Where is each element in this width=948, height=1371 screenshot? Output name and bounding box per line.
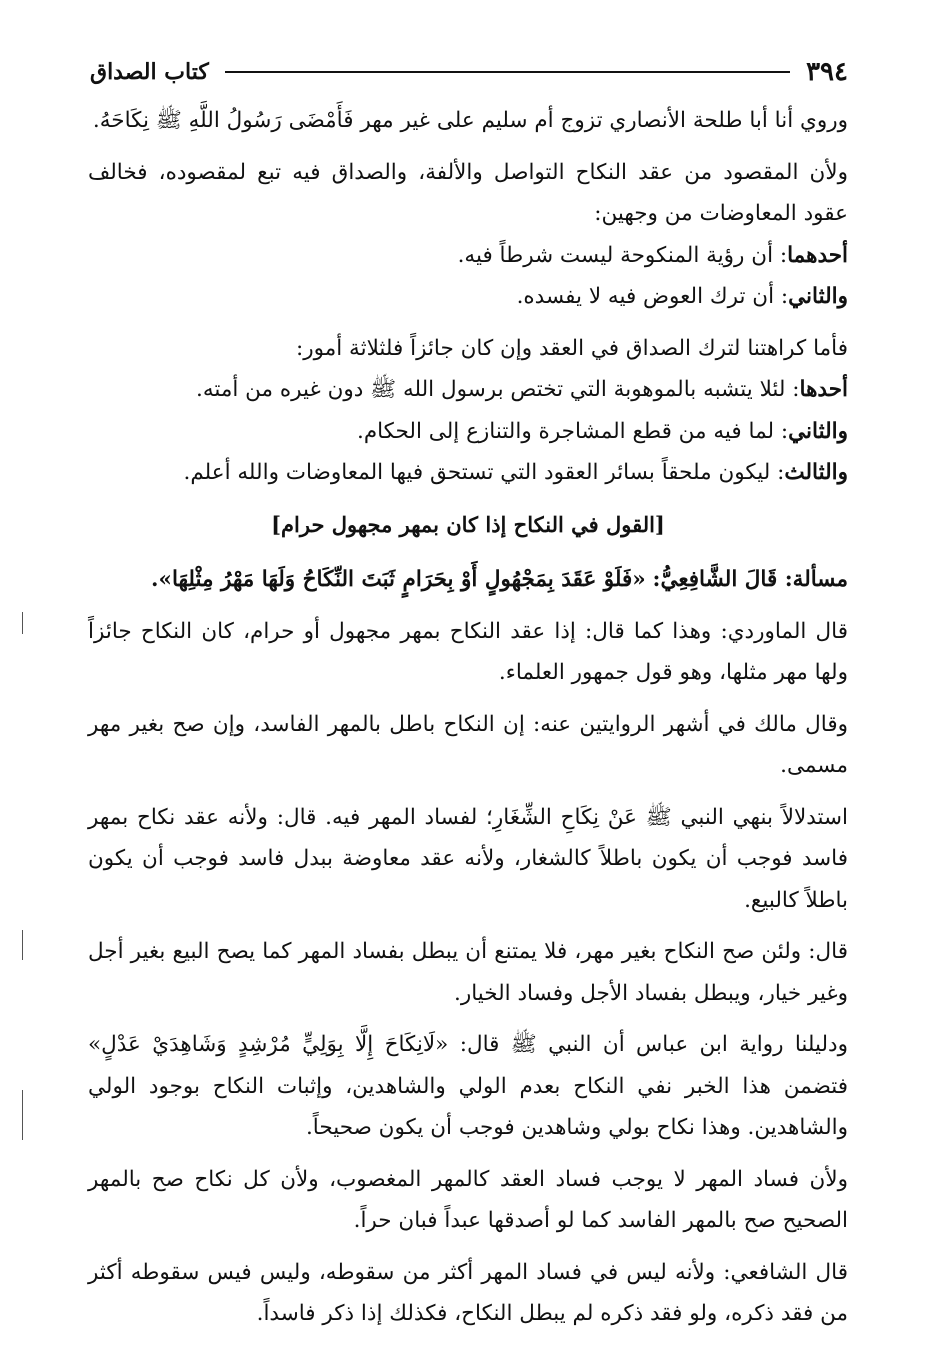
margin-mark [22, 930, 23, 960]
list-item-text: : لئلا يتشبه بالموهوبة التي تختص برسول الله ﷺ دون غيره من أمته. [196, 377, 800, 402]
list-item [88, 276, 848, 318]
list-item-text: : أن رؤية المنكوحة ليست شرطاً فيه. [457, 242, 788, 268]
list-item-lead: والثاني [788, 284, 848, 309]
masala-lead: مسألة: قَالَ الشَّافِعِيُّ: [652, 567, 848, 592]
list-item-text: : لما فيه من قطع المشاجرة والتنازع إلى الحكام. [356, 418, 789, 444]
paragraph: وقال مالك في أشهر الروايتين عنه: إن النكاح باطل بالمهر الفاسد، وإن صح بغير مهر مسمى. [88, 711, 848, 778]
list [88, 369, 848, 494]
paragraph: فأما كراهتنا لترك الصداق في العقد وإن كان جائزاً فلثلاثة أمور: [296, 335, 848, 361]
section-heading: [القول في النكاح إذا كان بمهر مجهول حرام] [271, 511, 665, 537]
page-number: ٣٩٤ [806, 57, 848, 87]
masala-paragraph [88, 559, 848, 601]
list-item-lead: أحدها [799, 377, 848, 402]
paragraph: ولأن فساد المهر لا يوجب فساد العقد كالمهر المغصوب، ولأن كل نكاح صح بالمهر الصحيح صح بالمهر الفاسد كما لو أصدقها عبداً فبان حراً. [88, 1166, 848, 1233]
list-item [88, 369, 848, 411]
running-head [90, 52, 848, 92]
margin-mark [22, 612, 23, 634]
paragraph: ولأن المقصود من عقد النكاح التواصل والألفة، والصداق فيه تبع لمقصوده، فخالف عقود المعاوضات من وجهين: [88, 159, 848, 226]
list-item [88, 235, 848, 277]
masala-quote: «فَلَوْ عَقَدَ بِمَجْهُولٍ أَوْ بِحَرَامٍ ثَبَتَ النِّكَاحُ وَلَهَا مَهْرُ مِثْلِهَا». [151, 567, 646, 592]
header-rule [225, 71, 790, 73]
list-item [88, 452, 848, 494]
paragraph: وروي أنا أبا طلحة الأنصاري تزوج أم سليم على غير مهر فَأَمْضَى رَسُولُ اللَّهِ ﷺ نِكَاحَهُ. [92, 108, 848, 133]
paragraph: قال الشافعي: ولأنه ليس في فساد المهر أكثر من سقوطه، وليس فيس سقوطه أكثر من فقد ذكره، ولو فقد ذكره لم يبطل النكاح، فكذلك إذا ذكر فاسداً. [88, 1259, 848, 1326]
list-item-lead: والثاني [788, 418, 848, 444]
margin-mark [22, 1090, 23, 1140]
paragraph: قال: ولئن صح النكاح بغير مهر، فلا يمتنع أن يبطل بفساد المهر كما يصح البيع بغير أجل وغير خيار، ويبطل بفساد الأجل وفساد الخيار. [88, 939, 848, 1006]
list-item-text: : أن ترك العوض فيه لا يفسده. [516, 284, 789, 309]
list-item-lead: والثالث [784, 460, 848, 485]
list-item-text: : ليكون ملحقاً بسائر العقود التي تستحق فيها المعاوضات والله أعلم. [183, 460, 785, 485]
book-title: كتاب الصداق [90, 59, 209, 85]
paragraph: ودليلنا رواية ابن عباس أن النبي ﷺ قال: «لَانِكَاحَ إِلَّا بِوَلِيٍّ مُرْشِدٍ وَشَاهِدَيْ عَدْلٍ» فتضمن هذا الخبر نفي النكاح بعدم الولي والشاهدين، وإثبات النكاح بوجود الولي والشاهدين. وهذا نكاح بولي وشاهدين فوجب أن يكون صحيحاً. [88, 1032, 848, 1140]
list [88, 235, 848, 318]
list-item-lead: أحدهما [787, 242, 848, 268]
paragraph: قال الماوردي: وهذا كما قال: إذا عقد النكاح بمهر مجهول أو حرام، كان النكاح جائزاً ولها مهر مثلها، وهو قول جمهور العلماء. [88, 618, 848, 685]
paragraph: استدلالاً بنهي النبي ﷺ عَنْ نِكَاحِ الشِّغَارِ؛ لفساد المهر فيه. قال: ولأنه عقد نكاح بمهر فاسد فوجب أن يكون باطلاً كالشغار، ولأنه عقد معاوضة ببدل فاسد فوجب أن يكون باطلاً كالبيع. [88, 804, 848, 913]
page-body [88, 100, 848, 1345]
list-item [88, 411, 848, 453]
